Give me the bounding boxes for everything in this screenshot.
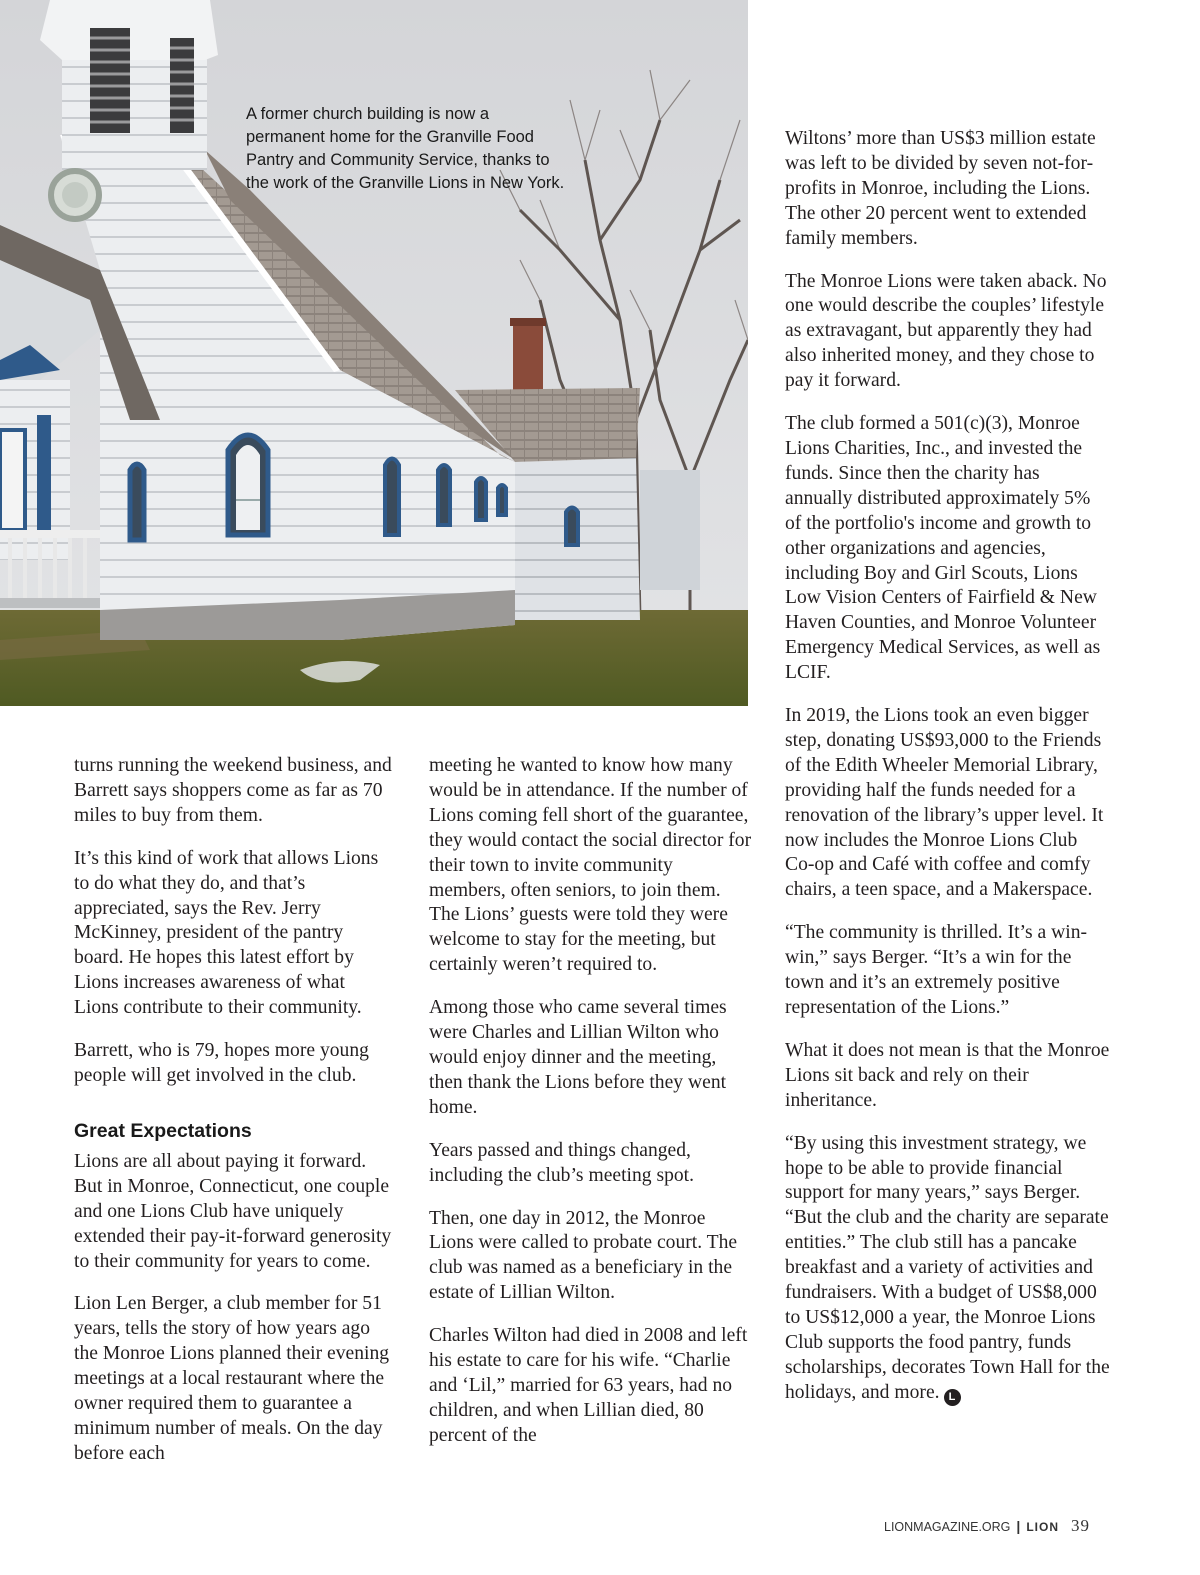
paragraph: Lions are all about paying it forward. But in Monroe, Connecticut, one couple and one Lions Club have uniquely extended their pay-it-forward generosity to their community for years to come. (74, 1150, 392, 1272)
article-column-2 (429, 754, 754, 1467)
article-column-1 (74, 754, 392, 1485)
paragraph: Barrett, who is 79, hopes more young people will get involved in the club. (74, 1040, 369, 1086)
article-column-3 (785, 127, 1110, 1424)
photo-caption: A former church building is now a permanent home for the Granville Food Pantry and Community Service, thanks to the work of the Granville Lions in New York. (246, 105, 565, 192)
section-heading: Great Expectations (74, 1119, 252, 1142)
page-number: 39 (1071, 1516, 1090, 1535)
paragraph: What it does not mean is that the Monroe Lions sit back and rely on their inheritance. (785, 1039, 1110, 1111)
paragraph: In 2019, the Lions took an even bigger step, donating US$93,000 to the Friends of the Edith Wheeler Memorial Library, providing half the funds needed for a renovation of the library’s upper level. It now includes the Monroe Lions Club Co-op and Café with coffee and comfy chairs, a teen space, and a Makerspace. (785, 705, 1104, 901)
paragraph: The Monroe Lions were taken aback. No one would describe the couples’ lifestyle as extravagant, but apparently they had also inherited money, and they chose to pay it forward. (785, 270, 1107, 392)
paragraph: turns running the weekend business, and Barrett says shoppers come as far as 70 miles to buy from them. (74, 755, 392, 826)
paragraph: Wiltons’ more than US$3 million estate was left to be divided by seven not-for-profits in Monroe, including the Lions. The other 20 percent went to extended family members. (785, 128, 1096, 249)
footer-site: LIONMAGAZINE.ORG (884, 1520, 1011, 1534)
paragraph: It’s this kind of work that allows Lions to do what they do, and that’s appreciated, says the Rev. Jerry McKinney, president of the pantry board. He hopes this latest effort by Lions increases awareness of what Lions contribute to their community. (74, 847, 379, 1019)
paragraph: Charles Wilton had died in 2008 and left his estate to care for his wife. “Charlie and ‘Lil,” married for 63 years, had no children, and when Lillian died, 80 percent of the (429, 1325, 748, 1446)
paragraph: The club formed a 501(c)(3), Monroe Lions Charities, Inc., and invested the funds. Since then the charity has annually distributed approximately 5% of the portfolio's income and growth to other organizations and agencies, including Boy and Girl Scouts, Lions Low Vision Centers of Fairfield & New Haven Counties, and Monroe Volunteer Emergency Medical Services, as well as LCIF. (785, 413, 1101, 684)
page-footer (884, 1516, 1090, 1536)
paragraph: Then, one day in 2012, the Monroe Lions were called to probate court. The club was named as a beneficiary in the estate of Lillian Wilton. (429, 1207, 738, 1304)
paragraph: Years passed and things changed, including the club’s meeting spot. (429, 1139, 695, 1186)
last-paragraph (785, 1132, 1110, 1406)
lion-end-mark-icon: L (944, 1389, 961, 1406)
footer-brand: LION (1026, 1520, 1059, 1534)
paragraph-text: “By using this investment strategy, we hope to be able to provide financial support for many years,” says Berger. “But the club and the charity are separate entities.” The club still has a pancake breakfast and a variety of activities and fundraisers. With a budget of US$8,000 to US$12,000 a year, the Monroe Lions Club supports the food pantry, funds scholarships, decorates Town Hall for the holidays, and more. (785, 1132, 1110, 1403)
paragraph: Among those who came several times were Charles and Lillian Wilton who would enjoy dinner and the meeting, then thank the Lions before they went home. (429, 997, 727, 1118)
paragraph: Lion Len Berger, a club member for 51 years, tells the story of how years ago the Monroe Lions planned their evening meetings at a local restaurant where the owner required them to guarantee a minimum number of meals. On the day before each (74, 1293, 390, 1464)
paragraph: meeting he wanted to know how many would be in attendance. If the number of Lions coming fell short of the guarantee, they would contact the social director for their town to invite community members, often seniors, to join them. The Lions’ guests were told they were welcome to stay for the meeting, but certainly weren’t required to. (429, 755, 752, 976)
paragraph: “The community is thrilled. It’s a win-win,” says Berger. “It’s a win for the town and it’s an extremely positive representation of the Lions.” (785, 922, 1088, 1018)
footer-separator: | (1016, 1518, 1021, 1534)
